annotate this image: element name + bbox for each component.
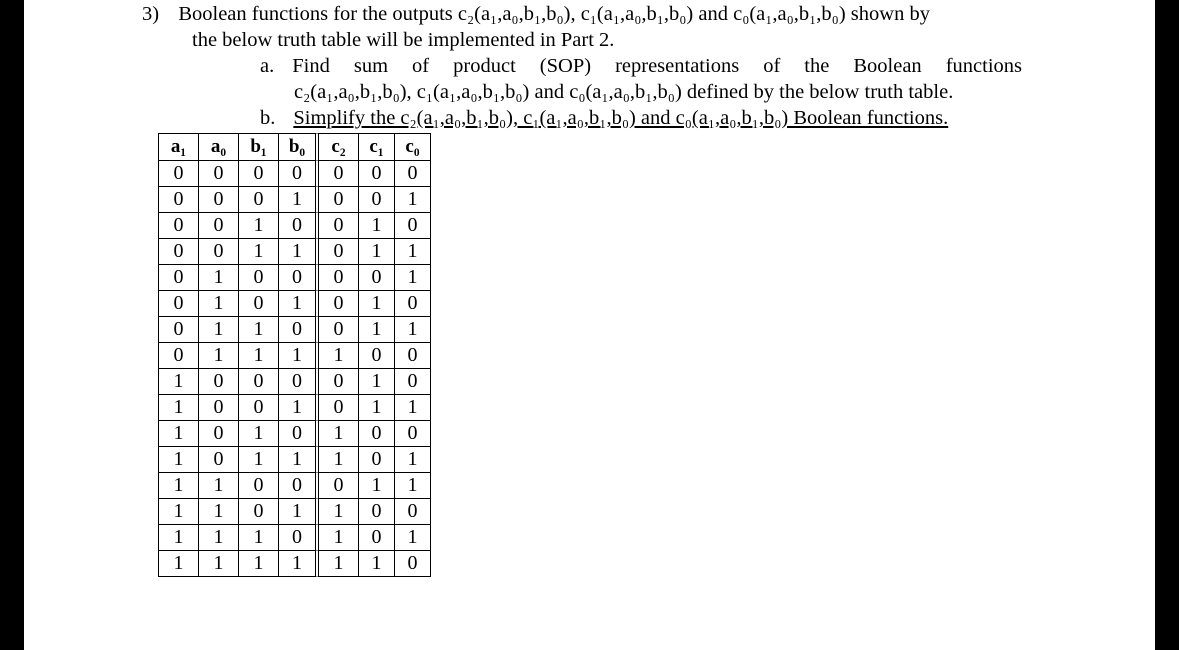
- cell-a1: 0: [158, 291, 199, 317]
- header-c1: c₁: [359, 133, 395, 161]
- cell-c1: 0: [359, 421, 395, 447]
- header-c2: c₂: [319, 133, 359, 161]
- table-row: [158, 161, 431, 187]
- cell-a0: 0: [199, 421, 239, 447]
- cell-a1: 0: [158, 343, 199, 369]
- cell-a0: 1: [199, 291, 239, 317]
- cell-a1: 1: [158, 369, 199, 395]
- cell-b1: 1: [239, 239, 279, 265]
- cell-b0: 1: [279, 395, 319, 421]
- cell-c1: 0: [359, 343, 395, 369]
- cell-c0: 0: [395, 421, 431, 447]
- cell-a0: 1: [199, 317, 239, 343]
- question-text-1: Boolean functions for the outputs c₂(a₁,a₀,b₁,b₀), c₁(a₁,a₀,b₁,b₀) and c₀(a₁,a₀,b₁,b₀) shown by: [178, 3, 930, 25]
- cell-b0: 1: [279, 239, 319, 265]
- cell-c1: 0: [359, 447, 395, 473]
- cell-a0: 0: [199, 213, 239, 239]
- cell-c0: 1: [395, 473, 431, 499]
- cell-c2: 1: [319, 499, 359, 525]
- cell-a1: 1: [158, 551, 199, 577]
- table-row: [158, 499, 431, 525]
- cell-b1: 1: [239, 421, 279, 447]
- cell-c1: 1: [359, 395, 395, 421]
- cell-b0: 0: [279, 369, 319, 395]
- cell-b1: 1: [239, 343, 279, 369]
- table-row: [158, 473, 431, 499]
- cell-b1: 1: [239, 551, 279, 577]
- cell-b1: 0: [239, 369, 279, 395]
- cell-a0: 1: [199, 473, 239, 499]
- cell-a1: 1: [158, 421, 199, 447]
- cell-c1: 1: [359, 369, 395, 395]
- cell-a0: 0: [199, 187, 239, 213]
- cell-c2: 1: [319, 343, 359, 369]
- cell-a1: 0: [158, 187, 199, 213]
- cell-c0: 0: [395, 343, 431, 369]
- table-row: [158, 369, 431, 395]
- question-number: 3): [142, 3, 160, 25]
- header-b0: b₀: [279, 133, 319, 161]
- table-row: [158, 187, 431, 213]
- cell-a1: 0: [158, 239, 199, 265]
- cell-b0: 0: [279, 317, 319, 343]
- cell-c1: 0: [359, 161, 395, 187]
- part-a-text-1: Find sum of product (SOP) representations of the Boolean functions: [292, 55, 1022, 77]
- cell-c0: 1: [395, 239, 431, 265]
- cell-a0: 1: [199, 265, 239, 291]
- cell-b0: 1: [279, 187, 319, 213]
- cell-a1: 1: [158, 395, 199, 421]
- cell-c1: 0: [359, 525, 395, 551]
- cell-a0: 0: [199, 395, 239, 421]
- cell-c2: 0: [319, 395, 359, 421]
- cell-c0: 0: [395, 499, 431, 525]
- cell-c0: 1: [395, 395, 431, 421]
- cell-a0: 0: [199, 369, 239, 395]
- cell-c2: 1: [319, 447, 359, 473]
- cell-a0: 1: [199, 551, 239, 577]
- cell-b0: 0: [279, 213, 319, 239]
- cell-a0: 1: [199, 499, 239, 525]
- cell-b1: 1: [239, 213, 279, 239]
- question-line-1: [142, 2, 930, 26]
- cell-c2: 1: [319, 421, 359, 447]
- cell-c2: 0: [319, 265, 359, 291]
- part-b-marker: b.: [260, 107, 276, 129]
- cell-c2: 0: [319, 213, 359, 239]
- cell-c1: 1: [359, 551, 395, 577]
- cell-a1: 1: [158, 447, 199, 473]
- cell-a1: 0: [158, 161, 199, 187]
- cell-c1: 0: [359, 265, 395, 291]
- table-row: [158, 239, 431, 265]
- cell-b0: 0: [279, 473, 319, 499]
- part-a-text-2: c₂(a₁,a₀,b₁,b₀), c₁(a₁,a₀,b₁,b₀) and c₀(a₁,a₀,b₁,b₀) defined by the below truth table.: [294, 81, 954, 103]
- cell-a0: 1: [199, 525, 239, 551]
- part-b-line: [260, 106, 948, 130]
- cell-c0: 0: [395, 291, 431, 317]
- table-row: [158, 447, 431, 473]
- cell-b0: 1: [279, 551, 319, 577]
- cell-c1: 1: [359, 317, 395, 343]
- cell-c2: 0: [319, 317, 359, 343]
- cell-c0: 0: [395, 369, 431, 395]
- cell-b0: 0: [279, 161, 319, 187]
- cell-a1: 1: [158, 499, 199, 525]
- table-row: [158, 525, 431, 551]
- cell-c1: 1: [359, 291, 395, 317]
- cell-a0: 0: [199, 239, 239, 265]
- cell-a0: 1: [199, 343, 239, 369]
- cell-c1: 1: [359, 473, 395, 499]
- cell-b0: 0: [279, 525, 319, 551]
- cell-c2: 1: [319, 525, 359, 551]
- cell-c2: 0: [319, 291, 359, 317]
- header-c0: c₀: [395, 133, 431, 161]
- cell-b0: 0: [279, 421, 319, 447]
- cell-b1: 0: [239, 291, 279, 317]
- cell-b0: 1: [279, 447, 319, 473]
- truth-table-body: [158, 161, 431, 577]
- cell-c1: 0: [359, 187, 395, 213]
- cell-c1: 1: [359, 239, 395, 265]
- cell-c0: 1: [395, 447, 431, 473]
- table-row: [158, 551, 431, 577]
- header-a1: a₁: [158, 133, 199, 161]
- cell-c0: 1: [395, 317, 431, 343]
- cell-a1: 1: [158, 525, 199, 551]
- cell-b1: 0: [239, 187, 279, 213]
- cell-c2: 0: [319, 187, 359, 213]
- part-a-line-1: [260, 54, 1022, 78]
- cell-a1: 0: [158, 317, 199, 343]
- cell-c2: 0: [319, 369, 359, 395]
- document-page: [24, 0, 1155, 650]
- cell-a0: 0: [199, 447, 239, 473]
- table-row: [158, 265, 431, 291]
- header-a0: a₀: [199, 133, 239, 161]
- cell-b1: 1: [239, 525, 279, 551]
- cell-c0: 0: [395, 161, 431, 187]
- header-b1: b₁: [239, 133, 279, 161]
- table-row: [158, 421, 431, 447]
- cell-a0: 0: [199, 161, 239, 187]
- cell-c0: 0: [395, 551, 431, 577]
- cell-b0: 1: [279, 291, 319, 317]
- cell-c2: 1: [319, 551, 359, 577]
- cell-b0: 1: [279, 499, 319, 525]
- part-b-text: Simplify the c₂(a₁,a₀,b₁,b₀), c₁(a₁,a₀,b₁,b₀) and c₀(a₁,a₀,b₁,b₀) Boolean functions.: [293, 107, 949, 129]
- table-row: [158, 317, 431, 343]
- cell-a1: 0: [158, 265, 199, 291]
- question-text-2: the below truth table will be implemented in Part 2.: [192, 29, 615, 51]
- cell-b1: 0: [239, 265, 279, 291]
- cell-c0: 1: [395, 265, 431, 291]
- cell-c0: 1: [395, 525, 431, 551]
- cell-c2: 0: [319, 473, 359, 499]
- cell-b1: 0: [239, 499, 279, 525]
- cell-b0: 0: [279, 265, 319, 291]
- cell-a1: 1: [158, 473, 199, 499]
- cell-c1: 0: [359, 499, 395, 525]
- cell-c2: 0: [319, 239, 359, 265]
- cell-c1: 1: [359, 213, 395, 239]
- truth-table-header-row: [158, 133, 431, 161]
- cell-b1: 0: [239, 473, 279, 499]
- table-row: [158, 343, 431, 369]
- cell-a1: 0: [158, 213, 199, 239]
- truth-table: [158, 133, 431, 577]
- cell-c2: 0: [319, 161, 359, 187]
- cell-c0: 0: [395, 213, 431, 239]
- cell-b1: 1: [239, 317, 279, 343]
- cell-b1: 1: [239, 447, 279, 473]
- cell-b1: 0: [239, 395, 279, 421]
- table-row: [158, 395, 431, 421]
- part-a-marker: a.: [260, 55, 275, 77]
- table-row: [158, 291, 431, 317]
- cell-b0: 1: [279, 343, 319, 369]
- cell-c0: 1: [395, 187, 431, 213]
- cell-b1: 0: [239, 161, 279, 187]
- table-row: [158, 213, 431, 239]
